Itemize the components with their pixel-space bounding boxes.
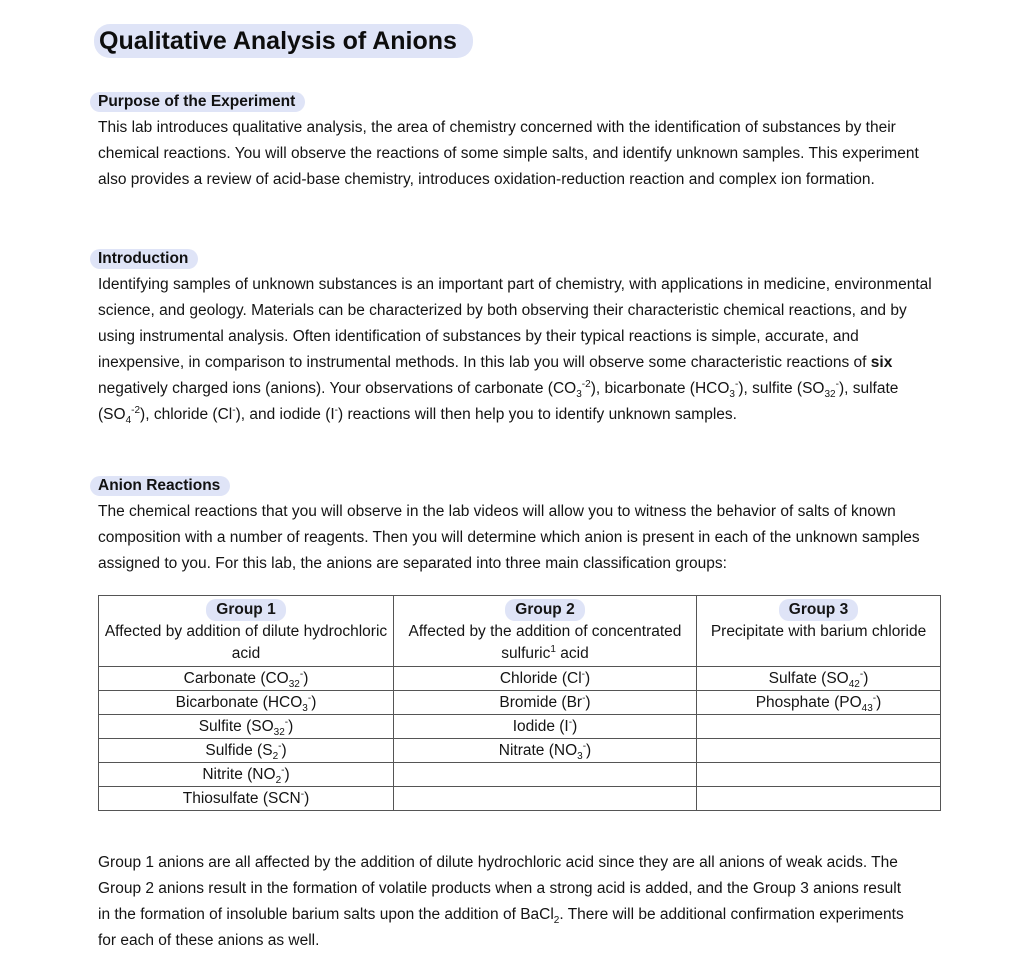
ion-sulfate: sulfate $(SO_4^{-2})$ — [98, 380, 899, 427]
group2-label: Group 2 — [505, 599, 584, 621]
intro-closing: reactions will then help you to identify unknown samples. — [347, 406, 737, 423]
empty-cell — [697, 787, 941, 811]
introduction-paragraph: Identifying samples of unknown substances is an important part of chemistry, with applications in medicine, environmental science, and geology. Materials can be characterized by both observing their characteristic chemical reactions, and by using instrumental analysis. Often identification of substances by their typical reactions is simple, accurate, and inexpensive, in comparison to instrumental methods. In this lab you will observe some characteristic reactions of six negatively charged ions (anions). Your observations of carbonate $(CO_3^{-2})$, bicarbonate $(HCO_3^-)$, sulfite $(SO_{32}^-)$, sulfate $(SO_4^{-2})$, chloride (Cl-), and iodide (I-) reactions will then help you to identify unknown samples. — [98, 276, 932, 427]
group2-description-tail: acid — [555, 645, 589, 662]
table-row — [99, 691, 941, 715]
group1-label: Group 1 — [206, 599, 285, 621]
group1-description: Affected by addition of dilute hydrochloric acid — [104, 623, 388, 662]
ion-cell: Sulfite $(SO_{32}^-)$ — [99, 715, 394, 739]
table-row — [99, 763, 941, 787]
ion-cell: Nitrate $(NO_3^-)$ — [394, 739, 697, 763]
introduction-heading: Introduction — [90, 249, 198, 269]
anion-reactions-heading: Anion Reactions — [90, 476, 230, 496]
ion-cell: Nitrite $(NO_2^-)$ — [99, 763, 394, 787]
empty-cell — [394, 787, 697, 811]
group2-header-cell — [394, 596, 697, 667]
empty-cell — [697, 715, 941, 739]
ion-cell: Thiosulfate (SCN-) — [99, 787, 394, 811]
group3-description: Precipitate with barium chloride — [710, 623, 927, 640]
group2-description-text: Affected by the addition of concentrated sulfuric — [408, 623, 682, 662]
ion-cell: Iodide (I-) — [394, 715, 697, 739]
table-header-row — [99, 596, 941, 667]
page-title: Qualitative Analysis of Anions — [94, 24, 473, 58]
ion-cell: Carbonate $(CO_{32}^-)$ — [99, 667, 394, 691]
purpose-heading: Purpose of the Experiment — [90, 92, 305, 112]
summary-paragraph: Group 1 anions are all affected by the addition of dilute hydrochloric acid since they are all anions of weak acids. The Group 2 anions result in the formation of volatile products when a strong acid is added, and the Group 3 anions result in the formation of insoluble barium salts upon the addition of BaCl$_2$. There will be additional confirmation experiments for each of these anions as well. — [98, 854, 904, 949]
group1-header-cell — [99, 596, 394, 667]
table-row — [99, 739, 941, 763]
table-row — [99, 715, 941, 739]
ion-cell: Bromide (Br-) — [394, 691, 697, 715]
anion-groups-table — [98, 595, 941, 811]
ion-cell: Phosphate $(PO_{43}^-)$ — [697, 691, 941, 715]
ion-iodide: and iodide (I-) — [249, 404, 344, 423]
ion-cell: Chloride (Cl-) — [394, 667, 697, 691]
group2-footnote: 1 — [550, 643, 556, 655]
ion-sulfite: sulfite $(SO_{32}^-)$ — [752, 378, 845, 401]
intro-text-2: negatively charged ions (anions). Your observations of carbonate — [98, 380, 544, 397]
group2-description — [398, 621, 692, 665]
table-row — [99, 667, 941, 691]
table-row — [99, 787, 941, 811]
intro-bold-word: six — [870, 354, 893, 371]
ion-chloride: chloride (Cl-) — [153, 404, 241, 423]
group3-label: Group 3 — [779, 599, 858, 621]
ion-cell: Sulfate $(SO_{42}^-)$ — [697, 667, 941, 691]
empty-cell — [697, 739, 941, 763]
purpose-paragraph: This lab introduces qualitative analysis, the area of chemistry concerned with the identification of substances by their chemical reactions. You will observe the reactions of some simple salts, and identify unknown samples. This experiment also provides a review of acid-base chemistry, introduces oxidation-reduction reaction and complex ion formation. — [98, 119, 919, 188]
anion-reactions-paragraph: The chemical reactions that you will observe in the lab videos will allow you to witness the behavior of salts of known composition with a number of reagents. Then you will determine which anion is present in each of the unknown samples assigned to you. For this lab, the anions are separated into three main classification groups: — [98, 503, 920, 572]
ion-carbonate: $(CO_3^{-2})$ — [547, 378, 596, 401]
intro-text-1: Identifying samples of unknown substances is an important part of chemistry, with applications in medicine, environmental science, and geology. Materials can be characterized by both observing their characteristic chemical reactions, and by using instrumental analysis. Often identification of substances by their typical reactions is simple, accurate, and inexpensive, in comparison to instrumental methods. In this lab you will observe some characteristic reactions of — [98, 276, 932, 371]
group3-header-cell — [697, 596, 941, 667]
empty-cell — [697, 763, 941, 787]
ion-cell: Bicarbonate $(HCO_3^-)$ — [99, 691, 394, 715]
ion-bicarbonate: bicarbonate $(HCO_3^-)$ — [604, 378, 744, 401]
ion-cell: Sulfide $(S_2^-)$ — [99, 739, 394, 763]
empty-cell — [394, 763, 697, 787]
